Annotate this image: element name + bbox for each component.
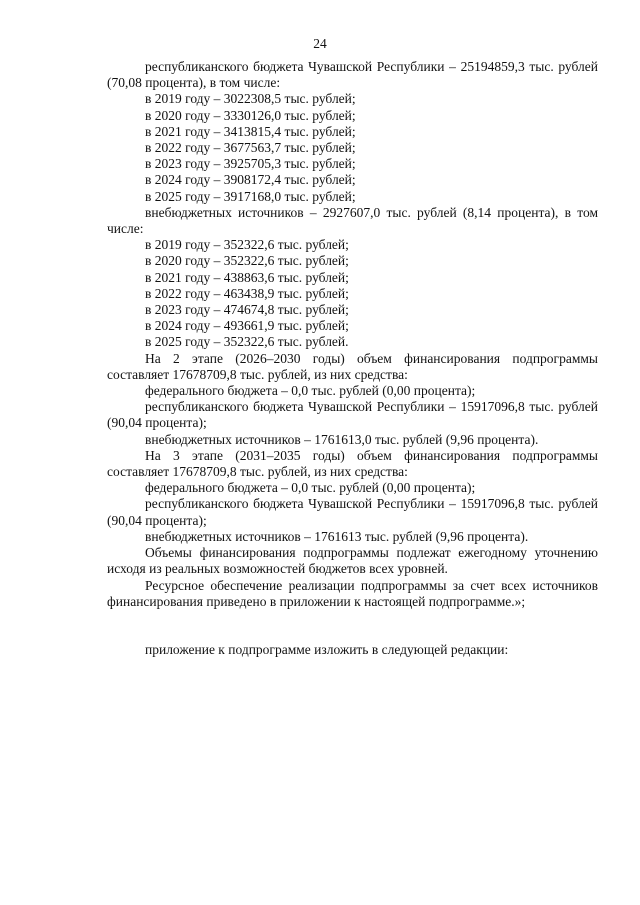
document-body: [107, 59, 598, 658]
paragraph-resources: Ресурсное обеспечение реализации подпрограммы за счет всех источников финансирования приведено в приложении к настоящей подпрограмме.»;: [107, 577, 598, 609]
list-item-vb-2021: в 2021 году – 438863,6 тыс. рублей;: [145, 269, 349, 285]
list-item-rb-2020: в 2020 году – 3330126,0 тыс. рублей;: [145, 107, 356, 123]
list-item-vb-2019: в 2019 году – 352322,6 тыс. рублей;: [145, 237, 349, 253]
list-item-rb-2021: в 2021 году – 3413815,4 тыс. рублей;: [145, 123, 356, 139]
list-item-vb-2022: в 2022 году – 463438,9 тыс. рублей;: [145, 285, 349, 301]
page-number: 24: [313, 36, 327, 51]
list-item-vb-2025: в 2025 году – 352322,6 тыс. рублей.: [145, 334, 349, 350]
list-item-vb-2024: в 2024 году – 493661,9 тыс. рублей;: [145, 318, 349, 334]
list-item-rb-2023: в 2023 году – 3925705,3 тыс. рублей;: [145, 156, 356, 172]
list-item-rb-2024: в 2024 году – 3908172,4 тыс. рублей;: [145, 172, 356, 188]
paragraph-stage2-intro: На 2 этапе (2026–2030 годы) объем финансирования подпрограммы составляет 17678709,8 тыс. рублей, из них средства:: [107, 350, 598, 382]
paragraph-stage3-federal: федерального бюджета – 0,0 тыс. рублей (0,00 процента);: [145, 480, 476, 496]
paragraph-volumes: Объемы финансирования подпрограммы подлежат ежегодному уточнению исходя из реальных возможностей бюджетов всех уровней.: [107, 545, 598, 577]
list-item-rb-2022: в 2022 году – 3677563,7 тыс. рублей;: [145, 140, 356, 156]
list-item-vb-2020: в 2020 году – 352322,6 тыс. рублей;: [145, 253, 349, 269]
list-item-vb-2023: в 2023 году – 474674,8 тыс. рублей;: [145, 302, 349, 318]
paragraph-vb-total: внебюджетных источников – 2927607,0 тыс. рублей (8,14 процента), в том числе:: [107, 204, 598, 237]
list-item-rb-2025: в 2025 году – 3917168,0 тыс. рублей;: [145, 188, 356, 204]
paragraph-stage3-republican: республиканского бюджета Чувашской Республики – 15917096,8 тыс. рублей (90,04 процента);: [107, 496, 598, 528]
paragraph-stage3-extrabudgetary: внебюджетных источников – 1761613 тыс. рублей (9,96 процента).: [145, 528, 529, 544]
paragraph-stage3-intro: На 3 этапе (2031–2035 годы) объем финансирования подпрограммы составляет 17678709,8 тыс. рублей, из них средства:: [107, 447, 598, 480]
paragraph-appendix: приложение к подпрограмме изложить в следующей редакции:: [145, 641, 509, 657]
paragraph-stage2-extrabudgetary: внебюджетных источников – 1761613,0 тыс. рублей (9,96 процента).: [145, 431, 539, 447]
spacer: [107, 610, 598, 642]
list-item-rb-2019: в 2019 году – 3022308,5 тыс. рублей;: [145, 91, 356, 107]
paragraph-rb-total: республиканского бюджета Чувашской Республики – 25194859,3 тыс. рублей (70,08 процента), в том числе:: [107, 59, 598, 91]
paragraph-stage2-republican: республиканского бюджета Чувашской Республики – 15917096,8 тыс. рублей (90,04 процента);: [107, 399, 598, 431]
paragraph-stage2-federal: федерального бюджета – 0,0 тыс. рублей (0,00 процента);: [145, 383, 476, 399]
